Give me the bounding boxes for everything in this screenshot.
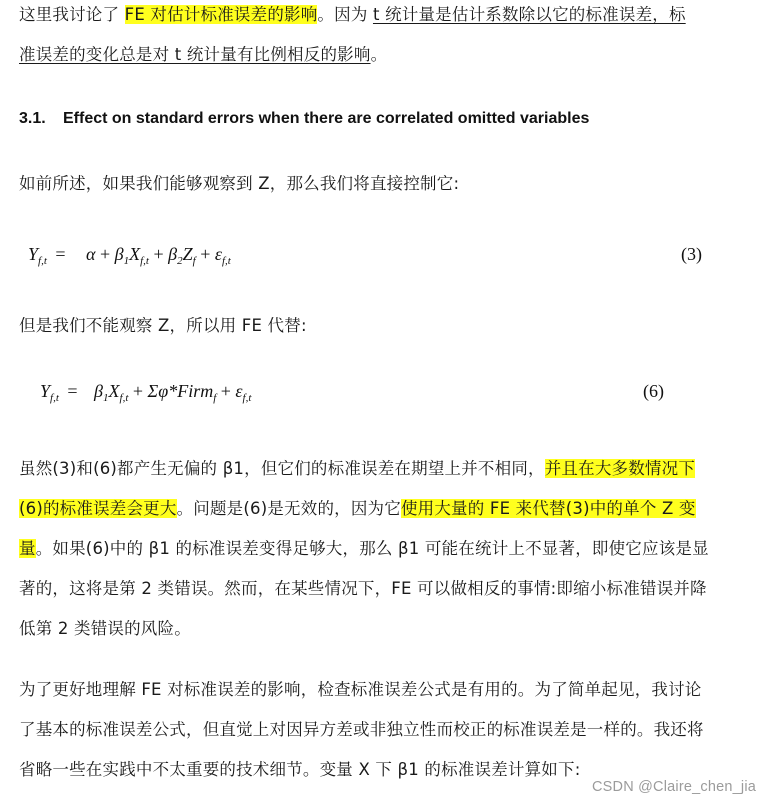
equation-3: $Y_{f,t} = \alpha + \beta_1X_{f,t} + \beta_2Z_f + \varepsilon_{f,t}$ <box>28 244 231 267</box>
highlight-many-fe-1: 使用大量的 FE 来代替(3)中的单个 Z 变 <box>400 499 696 518</box>
underlined-text-1: t 统计量是估计系数除以它的标准误差，标 <box>372 5 686 24</box>
equation-6-number: (6) <box>643 381 664 401</box>
equation-3-number: (3) <box>681 244 702 264</box>
highlight-many-fe-2: 量 <box>19 539 36 558</box>
paragraph-standard-errors: 虽然(3)和(6)都产生无偏的 β1，但它们的标准误差在期望上并不相同，并且在大多数情况下(6)的标准误差会更大。问题是(6)是无效的，因为它使用大量的 FE 来代替(3)中的单个 Z 变量。如果(6)中的 β1 的标准误差变得足够大，那么 β1 可能在统计上不显著，即使它应该是显著的，这将是第 2 类错误。然而，在某些情况下，FE 可以做相反的事情:即缩小标准错误并降低第 2 类错误的风险。 <box>19 459 709 638</box>
highlight-larger-se-2: (6)的标准误差会更大 <box>19 499 177 518</box>
paragraph-observe-z: 如前所述，如果我们能够观察到 Z，那么我们将直接控制它: <box>19 174 460 193</box>
highlight-larger-se-1: 并且在大多数情况下 <box>544 459 696 478</box>
underlined-text-2: 准误差的变化总是对 t 统计量有比例相反的影响 <box>19 45 371 64</box>
highlight-fe-effect: FE 对估计标准误差的影响 <box>124 5 318 24</box>
paragraph-intro: 这里我讨论了 FE 对估计标准误差的影响。因为 t 统计量是估计系数除以它的标准误差，标 准误差的变化总是对 t 统计量有比例相反的影响。 <box>19 5 686 64</box>
paragraph-use-fe: 但是我们不能观察 Z，所以用 FE 代替: <box>19 316 307 335</box>
section-heading <box>19 106 589 132</box>
equation-6: $Y_{f,t} = \beta_1X_{f,t}$ + Σφ*Firm$_f$ + $\varepsilon_{f,t}$ <box>40 381 252 404</box>
section-number: 3.1. <box>19 110 46 127</box>
csdn-watermark: CSDN @Claire_chen_jia <box>592 779 756 795</box>
section-title: Effect on standard errors when there are correlated omitted variables <box>63 110 590 127</box>
paragraph-se-formula: 为了更好地理解 FE 对标准误差的影响，检查标准误差公式是有用的。为了简单起见，我讨论了基本的标准误差公式，但直觉上对因异方差或非独立性而校正的标准误差是一样的。我还将省略一些在实践中不太重要的技术细节。变量 X 下 β1 的标准误差计算如下: <box>19 680 704 779</box>
